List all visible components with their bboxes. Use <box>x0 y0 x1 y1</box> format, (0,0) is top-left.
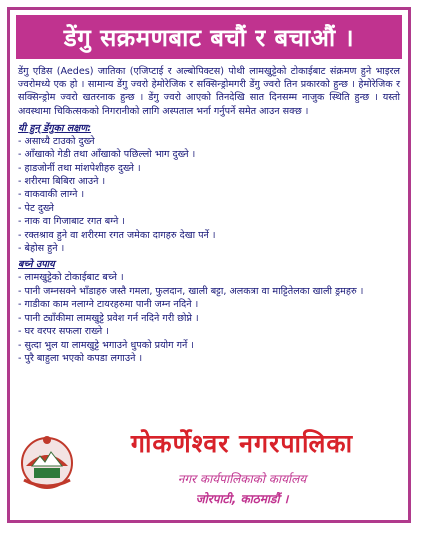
nepal-government-emblem-icon <box>18 432 76 490</box>
list-item: - गाडीका काम नलाग्ने टायरहरुमा पानी जम्न नदिने । <box>18 299 199 311</box>
list-item: - शरीरमा बिबिरा आउने । <box>18 176 106 188</box>
office-name: नगर कार्यपालिकाको कार्यालय <box>177 472 307 486</box>
list-item: - पानी ट्याँकीमा लामखुट्टे प्रवेश गर्न नदिने गरी छोप्ने । <box>18 312 199 324</box>
symptoms-list <box>18 135 400 256</box>
office-location: जोरपाटी, काठमाडौं । <box>195 492 289 506</box>
poster <box>7 7 411 523</box>
symptoms-heading: यी हुन् डेंगुका लक्षण: <box>18 122 92 134</box>
prevention-list <box>18 271 400 365</box>
list-item: - नाक वा गिजाबाट रगत बग्ने । <box>18 216 125 228</box>
list-item: - आँखाको गेडी तथा आँखाको पछिल्लो भाग दुख्ने । <box>18 149 196 161</box>
list-item: - रक्तश्राव हुने वा शरीरमा रगत जमेका दागहरु देखा पर्ने । <box>18 229 216 241</box>
list-item: - लामखुट्टेको टोकाईबाट बच्ने । <box>18 272 124 284</box>
intro-paragraph: डेंगु एडिस (Aedes) जातिका (एजिप्टाई र अल्बोपिक्टस) पोथी लामखुट्टेको टोकाईबाट संक्रमण हुने भाइरल ज्वरोमध्ये एक हो । सामान्य डेंगु ज्वरो हेमोरेजिक र सक्सिन्ड्रोमगरी डेंगु ज्वरो तिन प्रकारको हुन्छ । हेमोरेजिक र सक्सिन्ड्रोम ज्वरो खतरनाक हुन्छ । डेंगु ज्वरो आएको तिनदेखि सात दिनसम्म नाजुक स्थिति हुन्छ । यस्तो अवस्थामा चिकित्सकको निगरानीको लागि अस्पताल भर्ना गर्नुपर्ने समेत आउन सक्छ । <box>18 66 400 117</box>
poster-content <box>10 59 408 365</box>
list-item: - पानी जम्नसक्ने भाँडाहरु जस्तै गमला, फुलदान, खाली बट्टा, अलकत्रा वा माट्टितेलका खाली ड्रमहरु । <box>18 285 364 297</box>
list-item: - बेहोस हुने । <box>18 243 65 255</box>
list-item: - सुत्दा भुल या लामखुट्टे भगाउने धुपको प्रयोग गर्ने । <box>18 339 195 351</box>
prevention-heading: बच्ने उपाय <box>18 259 55 271</box>
list-item: - पेट दुख्ने <box>18 202 54 214</box>
list-item: - वाकवाकी लाग्ने । <box>18 189 85 201</box>
poster-footer <box>10 422 408 520</box>
list-item: - पुरै बाहुला भएको कपडा लगाउने । <box>18 352 143 364</box>
poster-title: डेंगु सक्रमणबाट बचौं र बचाऔं । <box>16 15 402 59</box>
municipality-name: गोकर्णेश्वर नगरपालिका <box>130 429 354 458</box>
list-item: - घर वरपर सफला राख्ने । <box>18 326 109 338</box>
list-item: - असाध्यै टाउको दुख्ने <box>18 135 95 147</box>
list-item: - हाडजोर्नी तथा मांशपेशीहरु दुख्ने । <box>18 162 141 174</box>
